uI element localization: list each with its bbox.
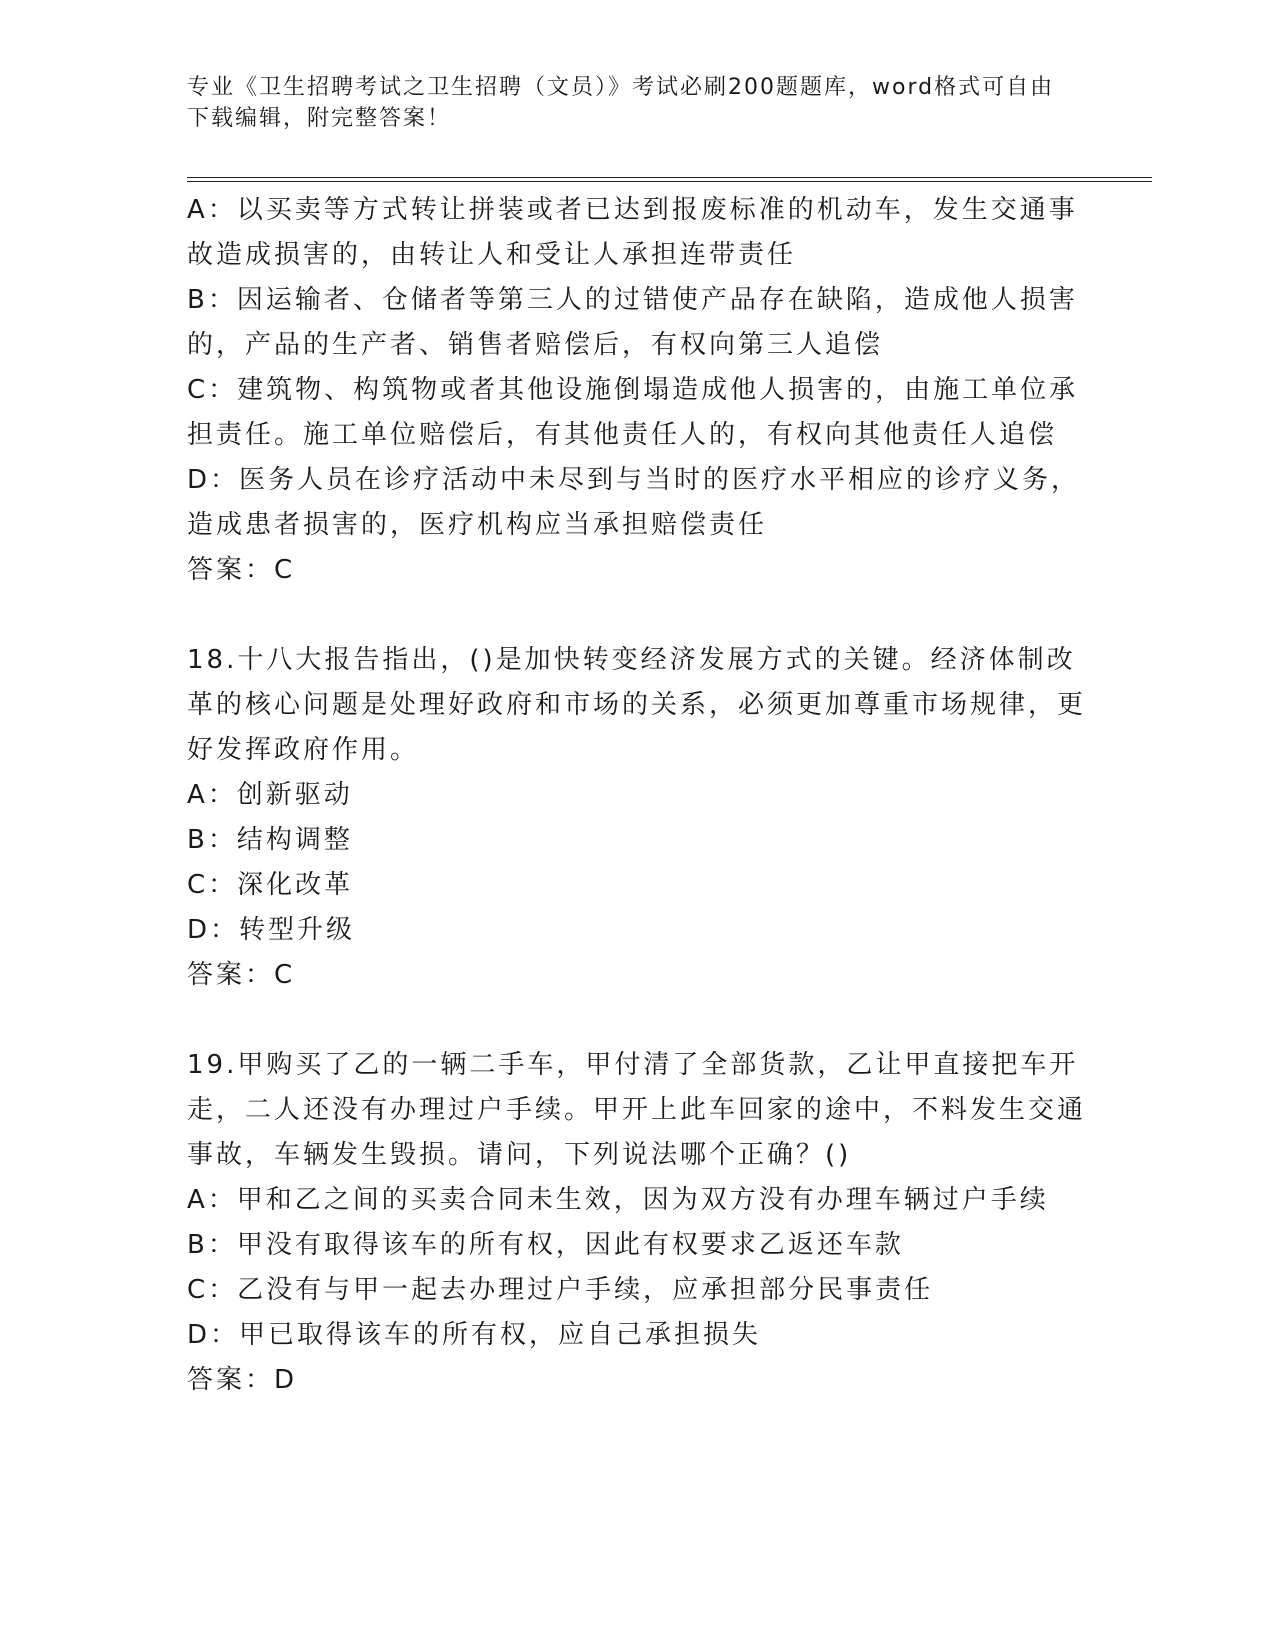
option-c: C：深化改革 <box>187 870 354 900</box>
option-a: A：甲和乙之间的买卖合同未生效，因为双方没有办理车辆过户手续 <box>187 1185 1049 1215</box>
document-body <box>187 188 1087 1403</box>
answer: 答案：C <box>187 960 296 990</box>
option-b: B：因运输者、仓储者等第三人的过错使产品存在缺陷，造成他人损害的，产品的生产者、销售者赔偿后，有权向第三人追偿 <box>187 285 1078 360</box>
option-d: D：医务人员在诊疗活动中未尽到与当时的医疗水平相应的诊疗义务，造成患者损害的，医疗机构应当承担赔偿责任 <box>187 465 1081 540</box>
option-b: B：结构调整 <box>187 825 353 855</box>
question-block-17 <box>187 188 1087 593</box>
page-header: 专业《卫生招聘考试之卫生招聘（文员）》考试必刷200题题库，word格式可自由下载编辑，附完整答案！ <box>187 75 1055 131</box>
option-d: D：甲已取得该车的所有权，应自己承担损失 <box>187 1320 762 1350</box>
spacer <box>187 998 1087 1043</box>
question-block-18 <box>187 638 1087 998</box>
option-a: A：以买卖等方式转让拼装或者已达到报废标准的机动车，发生交通事故造成损害的，由转让人和受让人承担连带责任 <box>187 195 1078 270</box>
option-d: D：转型升级 <box>187 915 356 945</box>
option-c: C：乙没有与甲一起去办理过户手续，应承担部分民事责任 <box>187 1275 934 1305</box>
spacer <box>187 593 1087 638</box>
header-divider <box>187 177 1152 182</box>
option-c: C：建筑物、构筑物或者其他设施倒塌造成他人损害的，由施工单位承担责任。施工单位赔偿后，有其他责任人的，有权向其他责任人追偿 <box>187 375 1079 450</box>
question-stem: 18.十八大报告指出，()是加快转变经济发展方式的关键。经济体制改革的核心问题是处理好政府和市场的关系，必须更加尊重市场规律，更好发挥政府作用。 <box>187 645 1087 765</box>
answer: 答案：D <box>187 1365 298 1395</box>
answer: 答案：C <box>187 555 296 585</box>
question-block-19 <box>187 1043 1087 1403</box>
option-a: A：创新驱动 <box>187 780 353 810</box>
question-stem: 19.甲购买了乙的一辆二手车，甲付清了全部货款，乙让甲直接把车开走，二人还没有办理过户手续。甲开上此车回家的途中，不料发生交通事故，车辆发生毁损。请问，下列说法哪个正确？() <box>187 1050 1087 1170</box>
option-b: B：甲没有取得该车的所有权，因此有权要求乙返还车款 <box>187 1230 904 1260</box>
